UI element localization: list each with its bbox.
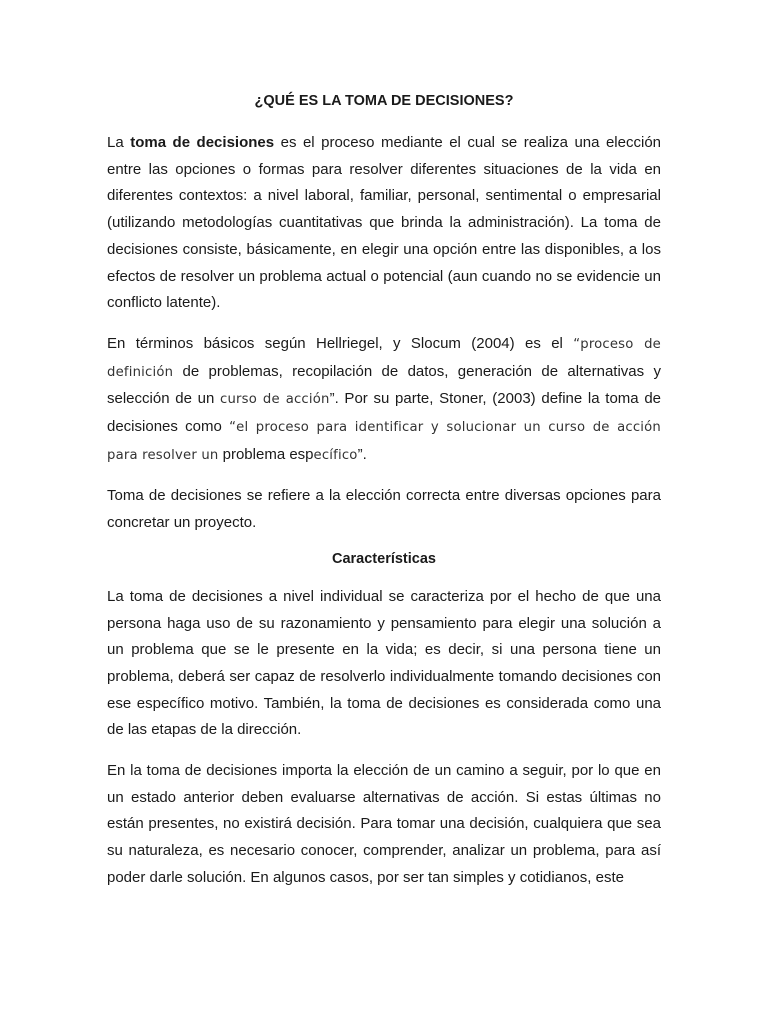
- bold-term: toma de decisiones: [130, 134, 275, 151]
- paragraph-text: ”. Por su parte, Stoner, (2003) define la toma de decisiones como: [107, 390, 662, 436]
- document-page: [107, 93, 661, 892]
- paragraph-text: problema esp: [218, 445, 314, 463]
- paragraph-lead-text: La: [107, 134, 131, 151]
- paragraph-text: ”.: [357, 445, 367, 463]
- section-heading: Características: [332, 550, 436, 567]
- paragraph-characteristics: La toma de decisiones a nivel individual se caracteriza por el hecho de que una persona haga uso de su razonamiento y pensamiento para elegir una solución a un problema que se le presente en la vida; es decir, si una persona tiene un problema, deberá ser capaz de resolverlo individualmente tomando decisiones con ese específico motivo. También, la toma de decisiones es considerada como una de las etapas de la dirección.: [107, 587, 661, 739]
- quoted-text: “proceso de definición: [107, 336, 661, 380]
- quoted-text: “el proceso para identificar y solucionar un curso de acción para resolver un: [107, 420, 661, 463]
- paragraph-text: de problemas, recopilación de datos, generación de alternativas y selección de un: [107, 362, 661, 408]
- paragraph-decision-path: En la toma de decisiones importa la elección de un camino a seguir, por lo que en un estado anterior deben evaluarse alternativas de acción. Si estas últimas no están presentes, no existirá decisión. Para tomar una decisión, cualquiera que sea su naturaleza, es necesario conocer, comprender, analizar un problema, para así poder darle solución. En algunos casos, por ser tan simples y cotidianos, este: [107, 762, 661, 886]
- paragraph-definition: [107, 130, 661, 317]
- paragraph-text: En términos básicos según Hellriegel, y Slocum (2004) es el: [107, 334, 574, 352]
- quoted-text: ecífico: [313, 447, 358, 463]
- paragraph-citations: [107, 331, 661, 470]
- page-title: ¿QUÉ ES LA TOMA DE DECISIONES?: [254, 93, 514, 109]
- quoted-text: curso de acción: [220, 392, 330, 408]
- paragraph-summary: Toma de decisiones se refiere a la elección correcta entre diversas opciones para concretar un proyecto.: [107, 487, 661, 532]
- paragraph-text: es el proceso mediante el cual se realiza una elección entre las opciones o formas para resolver diferentes situaciones de la vida en diferentes contextos: a nivel laboral, familiar, personal, sentimental o empresarial (utilizando metodologías cuantitativas que brinda la administración). La toma de decisiones consiste, básicamente, en elegir una opción entre las disponibles, a los efectos de resolver un problema actual o potencial (aun cuando no se evidencie un conflicto latente).: [107, 134, 662, 312]
